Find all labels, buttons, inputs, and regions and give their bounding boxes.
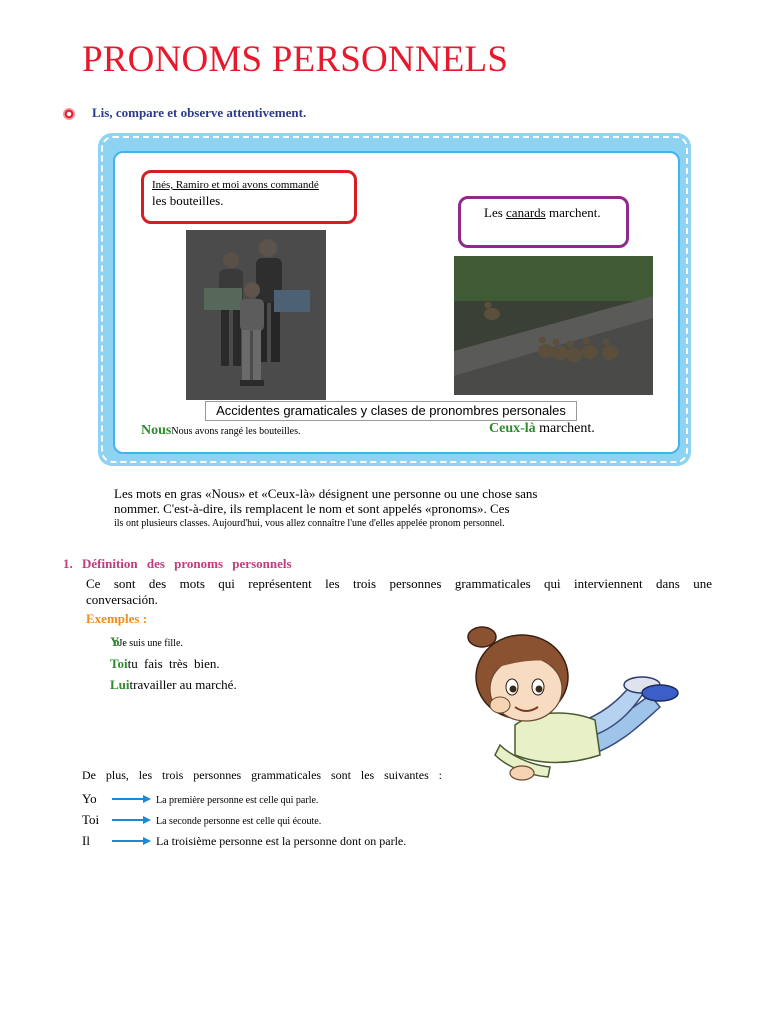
example-right: [489, 421, 595, 437]
image-caption: Accidentes gramaticales y clases de pronombres personales: [205, 401, 577, 421]
example-left-rest: Nous avons rangé les bouteilles.: [171, 426, 301, 437]
bubble-left-text: [152, 177, 347, 209]
example-item: [110, 633, 183, 651]
exemples-label: Exemples :: [86, 611, 148, 626]
explanation-line3: ils ont plusieurs classes. Aujourd'hui, vous allez connaître l'une d'elles appelée pronom personnel.: [114, 518, 505, 529]
instruction: Lis, compare et observe attentivement.: [92, 105, 307, 120]
arrow-right-icon: [112, 794, 152, 804]
example-item: [110, 655, 220, 673]
bubble-right-underlined: canards: [506, 205, 546, 220]
explanation-line2: nommer. C'est-à-dire, ils remplacent le nom et sont appelés «pronoms». Ces: [114, 501, 510, 516]
example-item: [110, 676, 237, 694]
bubble-right-after: marchent.: [545, 205, 601, 220]
person-row: [82, 790, 318, 808]
example-item-bold: Lui: [110, 677, 130, 692]
explanation-paragraph: [114, 486, 594, 516]
person-pronoun: Toi: [82, 812, 100, 827]
ducks-photo: [454, 256, 653, 395]
bubble-left-line2: les bouteilles.: [152, 193, 224, 208]
example-item-text: tu fais très bien.: [127, 656, 220, 671]
bubble-right-before: Les: [484, 205, 507, 220]
persons-intro: De plus, les trois personnes grammaticales sont les suivantes :: [82, 768, 442, 782]
person-description: La première personne est celle qui parle.: [156, 795, 319, 806]
speech-bubble-purple: [458, 196, 629, 248]
girl-illustration: [460, 615, 684, 785]
example-right-bold: Ceux-là: [489, 421, 536, 436]
ducks-illustration: [454, 256, 653, 395]
person-description: La troisième personne est la personne dont on parle.: [156, 834, 407, 848]
person-pronoun: Il: [82, 833, 90, 848]
definition-line1: Ce sont des mots qui représentent les trois personnes grammaticales qui interviennent dans une: [86, 576, 712, 591]
section-title: 1. Définition des pronoms personnels: [63, 556, 292, 571]
person-row: [82, 811, 321, 829]
person-row: [82, 832, 406, 850]
definition-line2: conversación.: [86, 592, 158, 607]
bubble-right-text: [484, 205, 601, 221]
example-right-rest: marchent.: [535, 421, 595, 436]
example-item-text: Je suis une fille.: [118, 638, 183, 649]
family-photo: [186, 230, 326, 400]
family-illustration: [186, 230, 326, 400]
arrow-right-icon: [112, 815, 152, 825]
example-left: [141, 421, 301, 439]
bullet-icon: [63, 108, 75, 120]
page-title: PRONOMS PERSONNELS: [82, 39, 509, 80]
arrow-right-icon: [112, 836, 152, 846]
example-item-bold: Yo: [110, 634, 115, 649]
bubble-left-line1: Inés, Ramiro et moi avons commandé: [152, 179, 319, 191]
person-pronoun: Yo: [82, 791, 97, 806]
example-left-bold: Nous: [141, 423, 172, 438]
explanation-line1: Les mots en gras «Nous» et «Ceux-là» désignent une personne ou une chose sans: [114, 486, 538, 501]
person-description: La seconde personne est celle qui écoute.: [156, 816, 322, 827]
example-item-text: travailler au marché.: [129, 677, 237, 692]
definition-text: [86, 576, 712, 608]
example-item-bold: Toi: [110, 656, 128, 671]
